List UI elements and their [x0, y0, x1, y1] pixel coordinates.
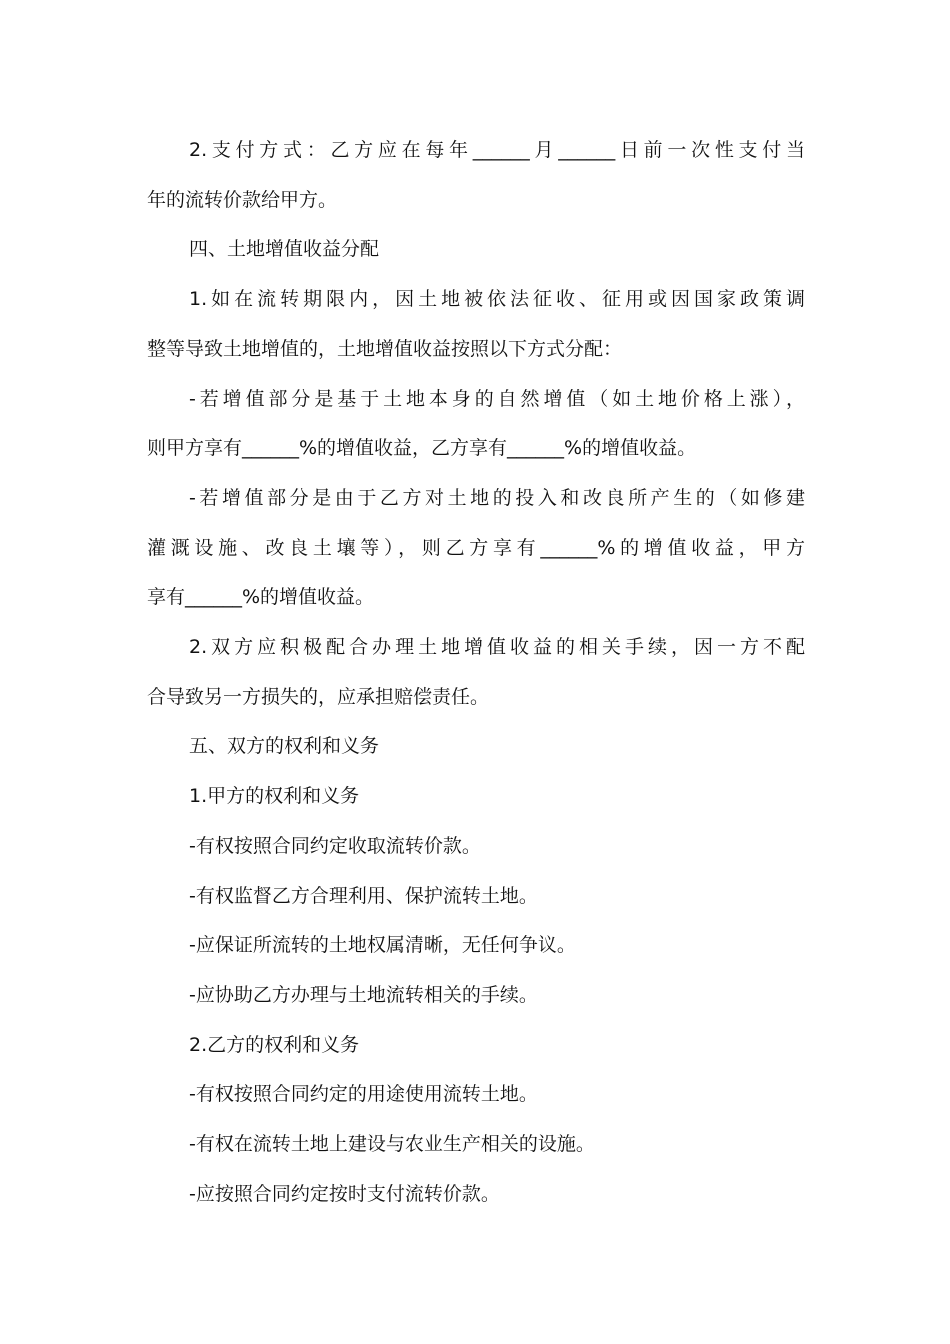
text-line: 四、土地增值收益分配 — [189, 238, 380, 261]
text-line: 1.如在流转期限内，因土地被依法征收、征用或因国家政策调 — [189, 288, 805, 311]
text-line: -应保证所流转的土地权属清晰，无任何争议。 — [189, 934, 576, 957]
text-line: 整等导致土地增值的，土地增值收益按照以下方式分配： — [147, 337, 623, 360]
text-line: 1.甲方的权利和义务 — [189, 785, 360, 808]
text-line: -有权按照合同约定的用途使用流转土地。 — [189, 1083, 538, 1106]
text-line: -若增值部分是由于乙方对土地的投入和改良所产生的（如修建 — [189, 486, 805, 509]
text-line: 2.乙方的权利和义务 — [189, 1033, 360, 1056]
text-line: 2.双方应积极配合办理土地增值收益的相关手续，因一方不配 — [189, 636, 805, 658]
text-line: -应按照合同约定按时支付流转价款。 — [189, 1182, 500, 1205]
text-line: 享有______%的增值收益。 — [147, 586, 375, 609]
text-line: 五、双方的权利和义务 — [189, 735, 380, 758]
text-line: 灌溉设施、改良土壤等），则乙方享有______%的增值收益，甲方 — [147, 536, 805, 559]
text-line: -有权按照合同约定收取流转价款。 — [189, 834, 481, 857]
text-line: -有权监督乙方合理利用、保护流转土地。 — [189, 884, 538, 907]
text-line: 年的流转价款给甲方。 — [147, 188, 338, 211]
text-line: -有权在流转土地上建设与农业生产相关的设施。 — [189, 1133, 595, 1155]
text-line: 2.支付方式：乙方应在每年______月______日前一次性支付当 — [189, 139, 805, 161]
text-line: -应协助乙方办理与土地流转相关的手续。 — [189, 983, 538, 1006]
text-line: 则甲方享有______%的增值收益，乙方享有______%的增值收益。 — [147, 437, 697, 460]
text-line: -若增值部分是基于土地本身的自然增值（如土地价格上涨）， — [189, 387, 805, 410]
text-line: 合导致另一方损失的，应承担赔偿责任。 — [147, 685, 490, 708]
